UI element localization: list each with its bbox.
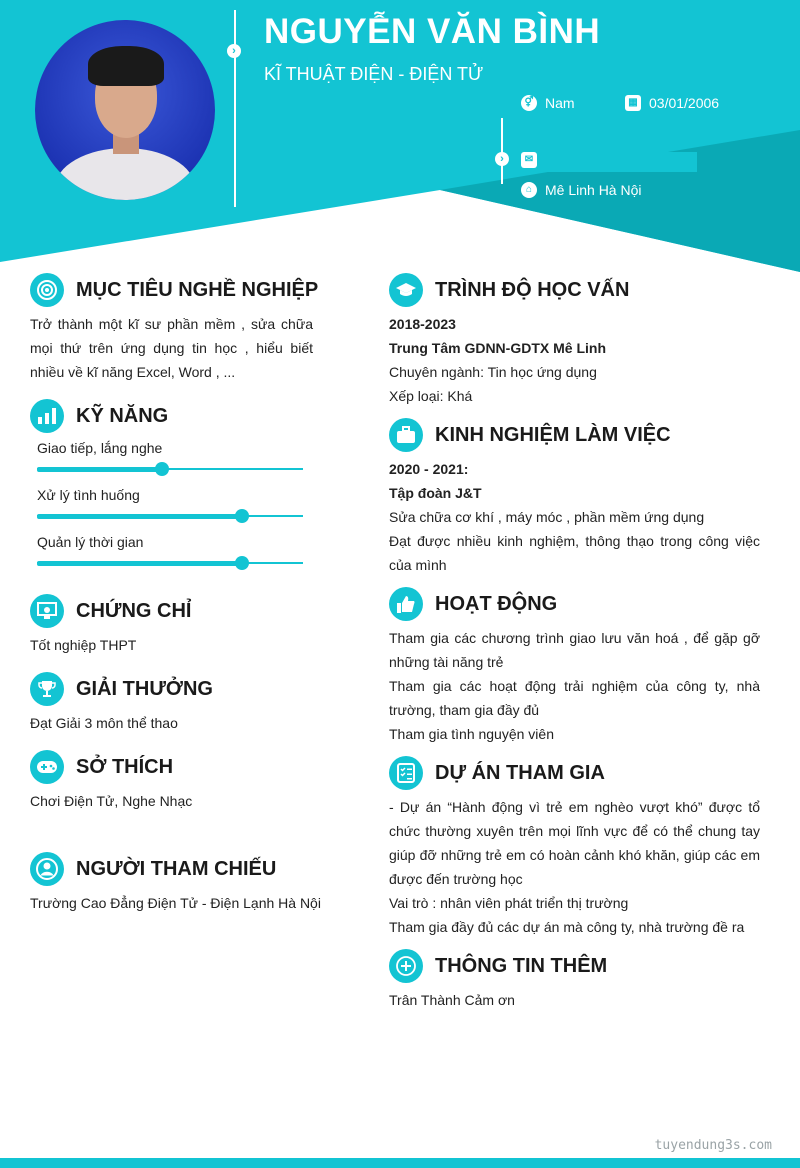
skill-track [37,515,303,517]
avatar [35,20,215,200]
education-grade: Xếp loại: Khá [389,388,473,404]
experience-title: KINH NGHIỆM LÀM VIỆC [435,423,671,446]
calendar-icon: ▦ [625,95,641,111]
gender-value: Nam [545,95,575,111]
education-major: Chuyên ngành: Tin học ứng dụng [389,364,597,380]
skill-fill [37,514,242,519]
projects-line3: Tham gia đầy đủ các dự án mà công ty, nhà trường đề ra [389,919,745,935]
graduation-cap-icon [389,273,423,307]
user-icon [30,852,64,886]
plus-icon [389,949,423,983]
projects-line1: - Dự án “Hành động vì trẻ em nghèo vượt khó” được tổ chức thường xuyên trên mọi lĩnh vực để có thể chung tay giúp đỡ những trẻ em có hoàn cảnh khó khăn, giúp các em được đến trường học [389,799,760,887]
awards-title: GIẢI THƯỞNG [76,677,213,700]
experience-heading [389,418,671,452]
reference-title: NGƯỜI THAM CHIẾU [76,857,277,880]
briefcase-icon [389,418,423,452]
thumbs-up-icon [389,587,423,621]
skills-heading [30,399,168,433]
education-heading [389,273,629,307]
activities-title: HOẠT ĐỘNG [435,592,558,615]
target-icon [30,273,64,307]
activities-line2: Tham gia các hoạt động trải nghiệm của công ty, nhà trường, tham gia đầy đủ [389,678,760,718]
skill-knob [235,509,249,523]
projects-title: DỰ ÁN THAM GIA [435,761,605,784]
dob-value: 03/01/2006 [649,95,720,111]
activities-line3: Tham gia tình nguyện viên [389,726,554,742]
dob-info [625,95,719,111]
skill-label: Giao tiếp, lắng nghe [37,440,163,456]
education-period: 2018-2023 [389,316,456,332]
certificates-text: Tốt nghiệp THPT [30,637,137,653]
certificates-title: CHỨNG CHỈ [76,599,192,622]
gender-icon: ⚥ [521,95,537,111]
address-value: Mê Linh Hà Nội [545,182,642,198]
gamepad-icon [30,750,64,784]
chevron-right-icon: › [227,44,241,58]
hobbies-text: Chơi Điện Tử, Nghe Nhạc [30,793,193,809]
skill-fill [37,561,242,566]
gender-info [521,95,575,111]
skill-label: Xử lý tình huống [37,487,140,503]
skill-track [37,468,303,470]
experience-line1: Sửa chữa cơ khí , máy móc , phần mềm ứng dụng [389,509,705,525]
skill-track [37,562,303,564]
info-divider [501,118,503,184]
awards-text: Đạt Giải 3 môn thể thao [30,715,178,731]
skill-knob [155,462,169,476]
experience-line2: Đạt được nhiều kinh nghiệm, thông thạo trong công việc của mình [389,533,760,573]
activities-line1: Tham gia các chương trình giao lưu văn hoá , để gặp gỡ những tài năng trẻ [389,630,760,670]
awards-heading [30,672,213,706]
reference-heading [30,852,276,886]
extra-text: Trân Thành Cảm ơn [389,992,515,1008]
certificates-heading [30,594,191,628]
projects-line2: Vai trò : nhân viên phát triển thị trường [389,895,629,911]
extra-heading [389,949,607,983]
candidate-role: KĨ THUẬT ĐIỆN - ĐIỆN TỬ [264,64,484,84]
education-school: Trung Tâm GDNN-GDTX Mê Linh [389,340,606,356]
footer-bar [0,1158,800,1168]
reference-text: Trường Cao Đẳng Điện Tử - Điện Lạnh Hà Nội [30,895,321,911]
activities-heading [389,587,557,621]
skill-fill [37,467,162,472]
cv-header [0,0,800,275]
objective-text: Trở thành một kĩ sư phần mềm , sửa chữa mọi thứ trên ứng dụng tin học , hiểu biết nhiều về kĩ năng Excel, Word , ... [30,316,313,380]
skill-label: Quản lý thời gian [37,534,144,550]
bar-chart-icon [30,399,64,433]
trophy-icon [30,672,64,706]
education-title: TRÌNH ĐỘ HỌC VẤN [435,278,630,301]
watermark: tuyendung3s.com [654,1138,772,1153]
projects-heading [389,756,605,790]
home-icon: ⌂ [521,182,537,198]
extra-title: THÔNG TIN THÊM [435,954,608,977]
redacted-email-bar [540,152,697,172]
experience-period: 2020 - 2021: [389,461,469,477]
hobbies-title: SỞ THÍCH [76,755,174,778]
experience-company: Tập đoàn J&T [389,485,482,501]
candidate-name: NGUYỄN VĂN BÌNH [264,12,601,51]
certificate-icon [30,594,64,628]
objective-title: MỤC TIÊU NGHỀ NGHIỆP [76,278,319,301]
envelope-icon: ✉ [521,152,537,168]
chevron-right-icon: › [495,152,509,166]
skill-knob [235,556,249,570]
hobbies-heading [30,750,173,784]
objective-heading [30,273,318,307]
checklist-icon [389,756,423,790]
address-info [521,182,642,198]
skills-title: KỸ NĂNG [76,404,169,427]
header-divider [234,10,236,207]
